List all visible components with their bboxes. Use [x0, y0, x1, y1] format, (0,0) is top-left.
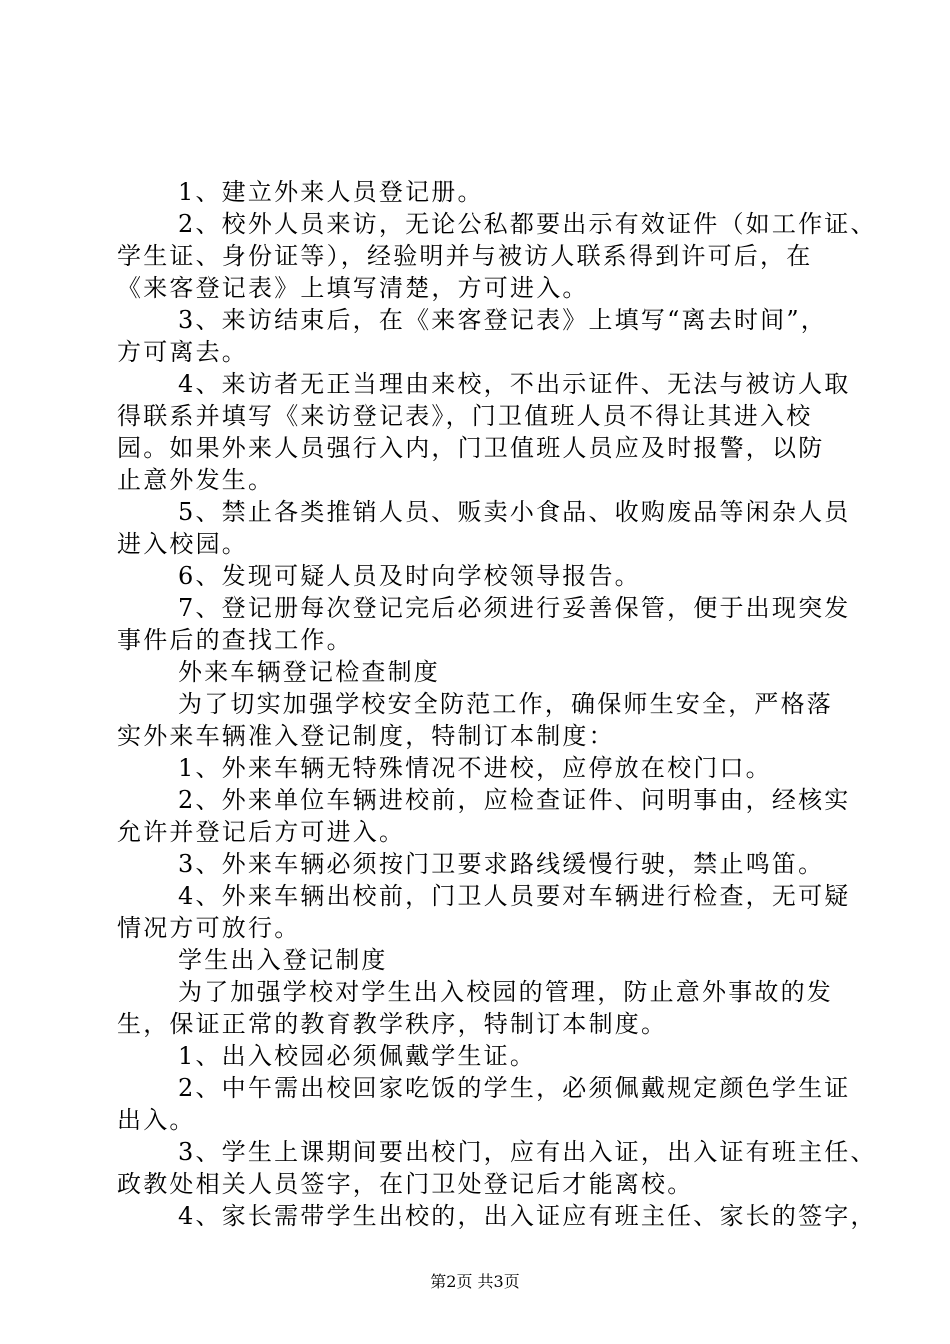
text-line: 3、外来车辆必须按门卫要求路线缓慢行驶，禁止鸣笛。: [178, 850, 825, 878]
text-line: 5、禁止各类推销人员、贩卖小食品、收购废品等闲杂人员: [178, 498, 851, 526]
text-line: 允许并登记后方可进入。: [117, 818, 406, 846]
text-line: 政教处相关人员签字，在门卫处登记后才能离校。: [117, 1170, 694, 1198]
text-line: 生，保证正常的教育教学秩序，特制订本制度。: [117, 1010, 668, 1038]
section-heading: 学生出入登记制度: [178, 946, 388, 974]
text-line: 2、外来单位车辆进校前，应检查证件、问明事由，经核实: [178, 786, 851, 814]
text-line: 学生证、身份证等），经验明并与被访人联系得到许可后，在: [117, 242, 813, 270]
section-heading: 外来车辆登记检查制度: [178, 658, 440, 686]
text-line: 4、外来车辆出校前，门卫人员要对车辆进行检查，无可疑: [178, 882, 851, 910]
text-line: 园。如果外来人员强行入内，门卫值班人员应及时报警，以防: [117, 434, 825, 462]
page-footer: 第2页 共3页: [430, 1272, 520, 1291]
text-line: 1、出入校园必须佩戴学生证。: [178, 1042, 537, 1070]
text-line: 6、发现可疑人员及时向学校领导报告。: [178, 562, 641, 590]
text-line: 出入。: [117, 1106, 196, 1134]
text-line: 实外来车辆准入登记制度，特制订本制度：: [117, 722, 615, 750]
text-line: 1、建立外来人员登记册。: [178, 178, 484, 206]
text-line: 3、学生上课期间要出校门，应有出入证，出入证有班主任、: [178, 1138, 877, 1166]
text-line: 进入校园。: [117, 530, 248, 558]
text-line: 得联系并填写《来访登记表》，门卫值班人员不得让其进入校: [117, 402, 813, 430]
text-line: 事件后的查找工作。: [117, 626, 353, 654]
text-line: 4、家长需带学生出校的，出入证应有班主任、家长的签字，: [178, 1202, 877, 1230]
text-line: 2、校外人员来访，无论公私都要出示有效证件（如工作证、: [178, 210, 877, 238]
text-line: 2、中午需出校回家吃饭的学生，必须佩戴规定颜色学生证: [178, 1074, 851, 1102]
text-line: 3、来访结束后，在《来客登记表》上填写“离去时间”，: [178, 306, 828, 334]
text-line: 方可离去。: [117, 338, 248, 366]
text-line: 情况方可放行。: [117, 914, 301, 942]
text-line: 为了切实加强学校安全防范工作，确保师生安全，严格落: [178, 690, 833, 718]
text-line: 《来客登记表》上填写清楚，方可进入。: [117, 274, 589, 302]
text-line: 止意外发生。: [117, 466, 275, 494]
text-line: 为了加强学校对学生出入校园的管理，防止意外事故的发: [178, 978, 833, 1006]
text-line: 1、外来车辆无特殊情况不进校，应停放在校门口。: [178, 754, 772, 782]
text-line: 4、来访者无正当理由来校，不出示证件、无法与被访人取: [178, 370, 851, 398]
text-line: 7、登记册每次登记完后必须进行妥善保管，便于出现突发: [178, 594, 851, 622]
